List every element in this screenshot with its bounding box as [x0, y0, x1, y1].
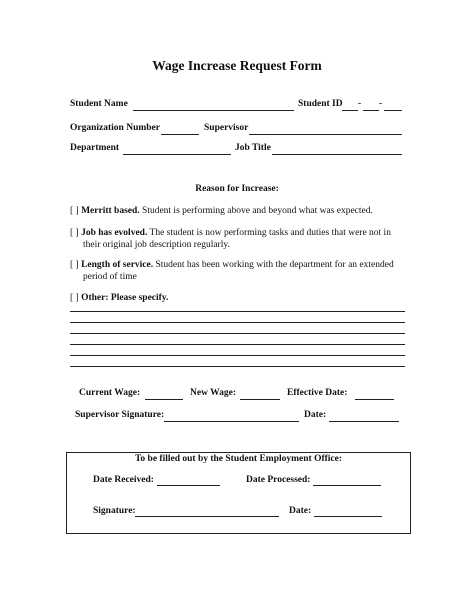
department-label: Department	[70, 143, 120, 153]
job-title-label: Job Title	[235, 143, 271, 153]
student-name-field[interactable]	[133, 110, 294, 111]
reason-text: Student is performing above and beyond what was expected.	[139, 206, 373, 216]
new-wage-field[interactable]	[240, 399, 280, 400]
reason-label: Merritt based.	[81, 206, 140, 216]
supervisor-date-label: Date:	[304, 410, 327, 420]
office-date-label: Date:	[289, 506, 312, 516]
current-wage-field[interactable]	[145, 399, 183, 400]
reason-label: Job has evolved.	[81, 228, 148, 238]
organization-number-label: Organization Number	[70, 123, 160, 133]
student-id-field-part1[interactable]	[342, 110, 358, 111]
student-name-label: Student Name	[70, 99, 128, 109]
supervisor-label: Supervisor	[204, 123, 249, 133]
other-specify-line[interactable]	[70, 322, 405, 323]
office-heading: To be filled out by the Student Employment Office:	[134, 454, 343, 464]
department-field[interactable]	[123, 154, 231, 155]
page-title: Wage Increase Request Form	[152, 58, 322, 73]
date-received-label: Date Received:	[93, 475, 154, 485]
effective-date-field[interactable]	[355, 399, 394, 400]
reason-item-other[interactable]	[70, 293, 410, 305]
date-processed-label: Date Processed:	[246, 475, 311, 485]
office-signature-field[interactable]	[135, 516, 279, 517]
effective-date-label: Effective Date:	[287, 388, 348, 398]
other-specify-line[interactable]	[70, 344, 405, 345]
supervisor-signature-field[interactable]	[164, 421, 299, 422]
reason-item-length-of-service[interactable]	[70, 260, 410, 283]
student-id-label: Student ID	[298, 99, 343, 109]
organization-number-field[interactable]	[161, 134, 199, 135]
checkbox[interactable]: [ ]	[70, 293, 79, 303]
date-received-field[interactable]	[157, 485, 220, 486]
date-processed-field[interactable]	[313, 485, 381, 486]
student-id-separator-1: -	[358, 99, 362, 109]
other-specify-line[interactable]	[70, 333, 405, 334]
new-wage-label: New Wage:	[190, 388, 236, 398]
reason-text: Student has been working with the department for an extended	[153, 260, 394, 270]
job-title-field[interactable]	[272, 154, 402, 155]
reason-text: The student is now performing tasks and duties that were not in	[147, 228, 391, 238]
reason-item-merit[interactable]	[70, 206, 410, 218]
supervisor-date-field[interactable]	[329, 421, 399, 422]
office-signature-label: Signature:	[93, 506, 136, 516]
reason-text-continued: their original job description regularly.	[83, 239, 230, 250]
checkbox[interactable]: [ ]	[70, 228, 79, 238]
reason-heading: Reason for Increase:	[195, 184, 279, 194]
other-specify-line[interactable]	[70, 366, 405, 367]
office-use-box	[66, 452, 411, 534]
supervisor-signature-label: Supervisor Signature:	[75, 410, 165, 420]
student-id-separator-2: -	[379, 99, 383, 109]
reason-text-continued: period of time	[83, 271, 137, 282]
other-specify-line[interactable]	[70, 355, 405, 356]
student-id-field-part3[interactable]	[384, 110, 402, 111]
checkbox[interactable]: [ ]	[70, 206, 79, 216]
checkbox[interactable]: [ ]	[70, 260, 79, 270]
reason-item-job-evolved[interactable]	[70, 228, 410, 251]
office-date-field[interactable]	[314, 516, 382, 517]
supervisor-field[interactable]	[249, 134, 402, 135]
current-wage-label: Current Wage:	[79, 388, 141, 398]
student-id-field-part2[interactable]	[363, 110, 379, 111]
reason-label: Other: Please specify.	[81, 293, 169, 303]
other-specify-line[interactable]	[70, 311, 405, 312]
reason-label: Length of service.	[81, 260, 154, 270]
